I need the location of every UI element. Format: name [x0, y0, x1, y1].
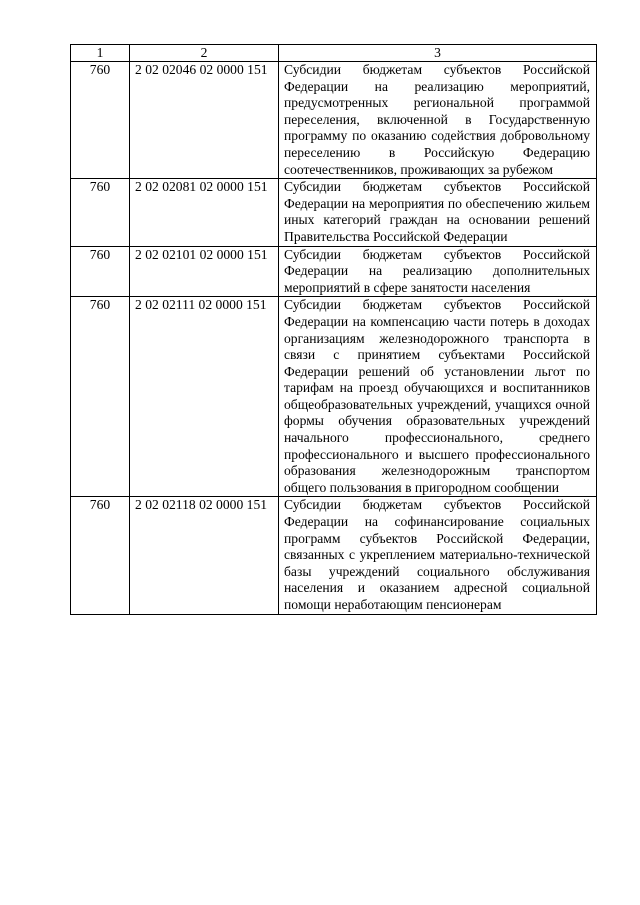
- income-name-cell: Субсидии бюджетам субъектов Российской Федерации на реализацию мероприятий, предусмотренных региональной программой переселения, включенной в Государственную программу по оказанию содействия добровольному переселению в Российскую Федерацию соотечественников, проживающих за рубежом: [279, 62, 597, 179]
- income-name-cell: Субсидии бюджетам субъектов Российской Федерации на софинансирование социальных программ субъектов Российской Федерации, связанных с укреплением материально-технической базы учреждений социального обслуживания населения и оказанием адресной социальной помощи неработающим пенсионерам: [279, 497, 597, 614]
- classification-code-cell: 2 02 02111 02 0000 151: [130, 297, 279, 497]
- budget-classification-table: [70, 44, 597, 615]
- admin-code-cell: 760: [71, 297, 130, 497]
- table-header-row: [71, 45, 597, 62]
- admin-code-cell: 760: [71, 62, 130, 179]
- admin-code-cell: 760: [71, 497, 130, 614]
- income-name-cell: Субсидии бюджетам субъектов Российской Федерации на реализацию дополнительных мероприятий в сфере занятости населения: [279, 246, 597, 297]
- classification-code-cell: 2 02 02118 02 0000 151: [130, 497, 279, 614]
- table-row: [71, 297, 597, 497]
- column-number-1: 1: [71, 45, 130, 62]
- classification-code-cell: 2 02 02046 02 0000 151: [130, 62, 279, 179]
- admin-code-cell: 760: [71, 179, 130, 246]
- column-number-2: 2: [130, 45, 279, 62]
- income-name-cell: Субсидии бюджетам субъектов Российской Федерации на мероприятия по обеспечению жильем иных категорий граждан на основании решений Правительства Российской Федерации: [279, 179, 597, 246]
- table-row: [71, 179, 597, 246]
- table-row: [71, 62, 597, 179]
- income-name-cell: Субсидии бюджетам субъектов Российской Федерации на компенсацию части потерь в доходах организациям железнодорожного транспорта в связи с принятием субъектами Российской Федерации решений об установлении льгот по тарифам на проезд обучающихся и воспитанников общеобразовательных учреждений, учащихся очной формы обучения образовательных учреждений начального профессионального, среднего профессионального и высшего профессионального образования железнодорожным транспортом общего пользования в пригородном сообщении: [279, 297, 597, 497]
- column-number-3: 3: [279, 45, 597, 62]
- admin-code-cell: 760: [71, 246, 130, 297]
- table-row: [71, 497, 597, 614]
- table-row: [71, 246, 597, 297]
- classification-code-cell: 2 02 02101 02 0000 151: [130, 246, 279, 297]
- classification-code-cell: 2 02 02081 02 0000 151: [130, 179, 279, 246]
